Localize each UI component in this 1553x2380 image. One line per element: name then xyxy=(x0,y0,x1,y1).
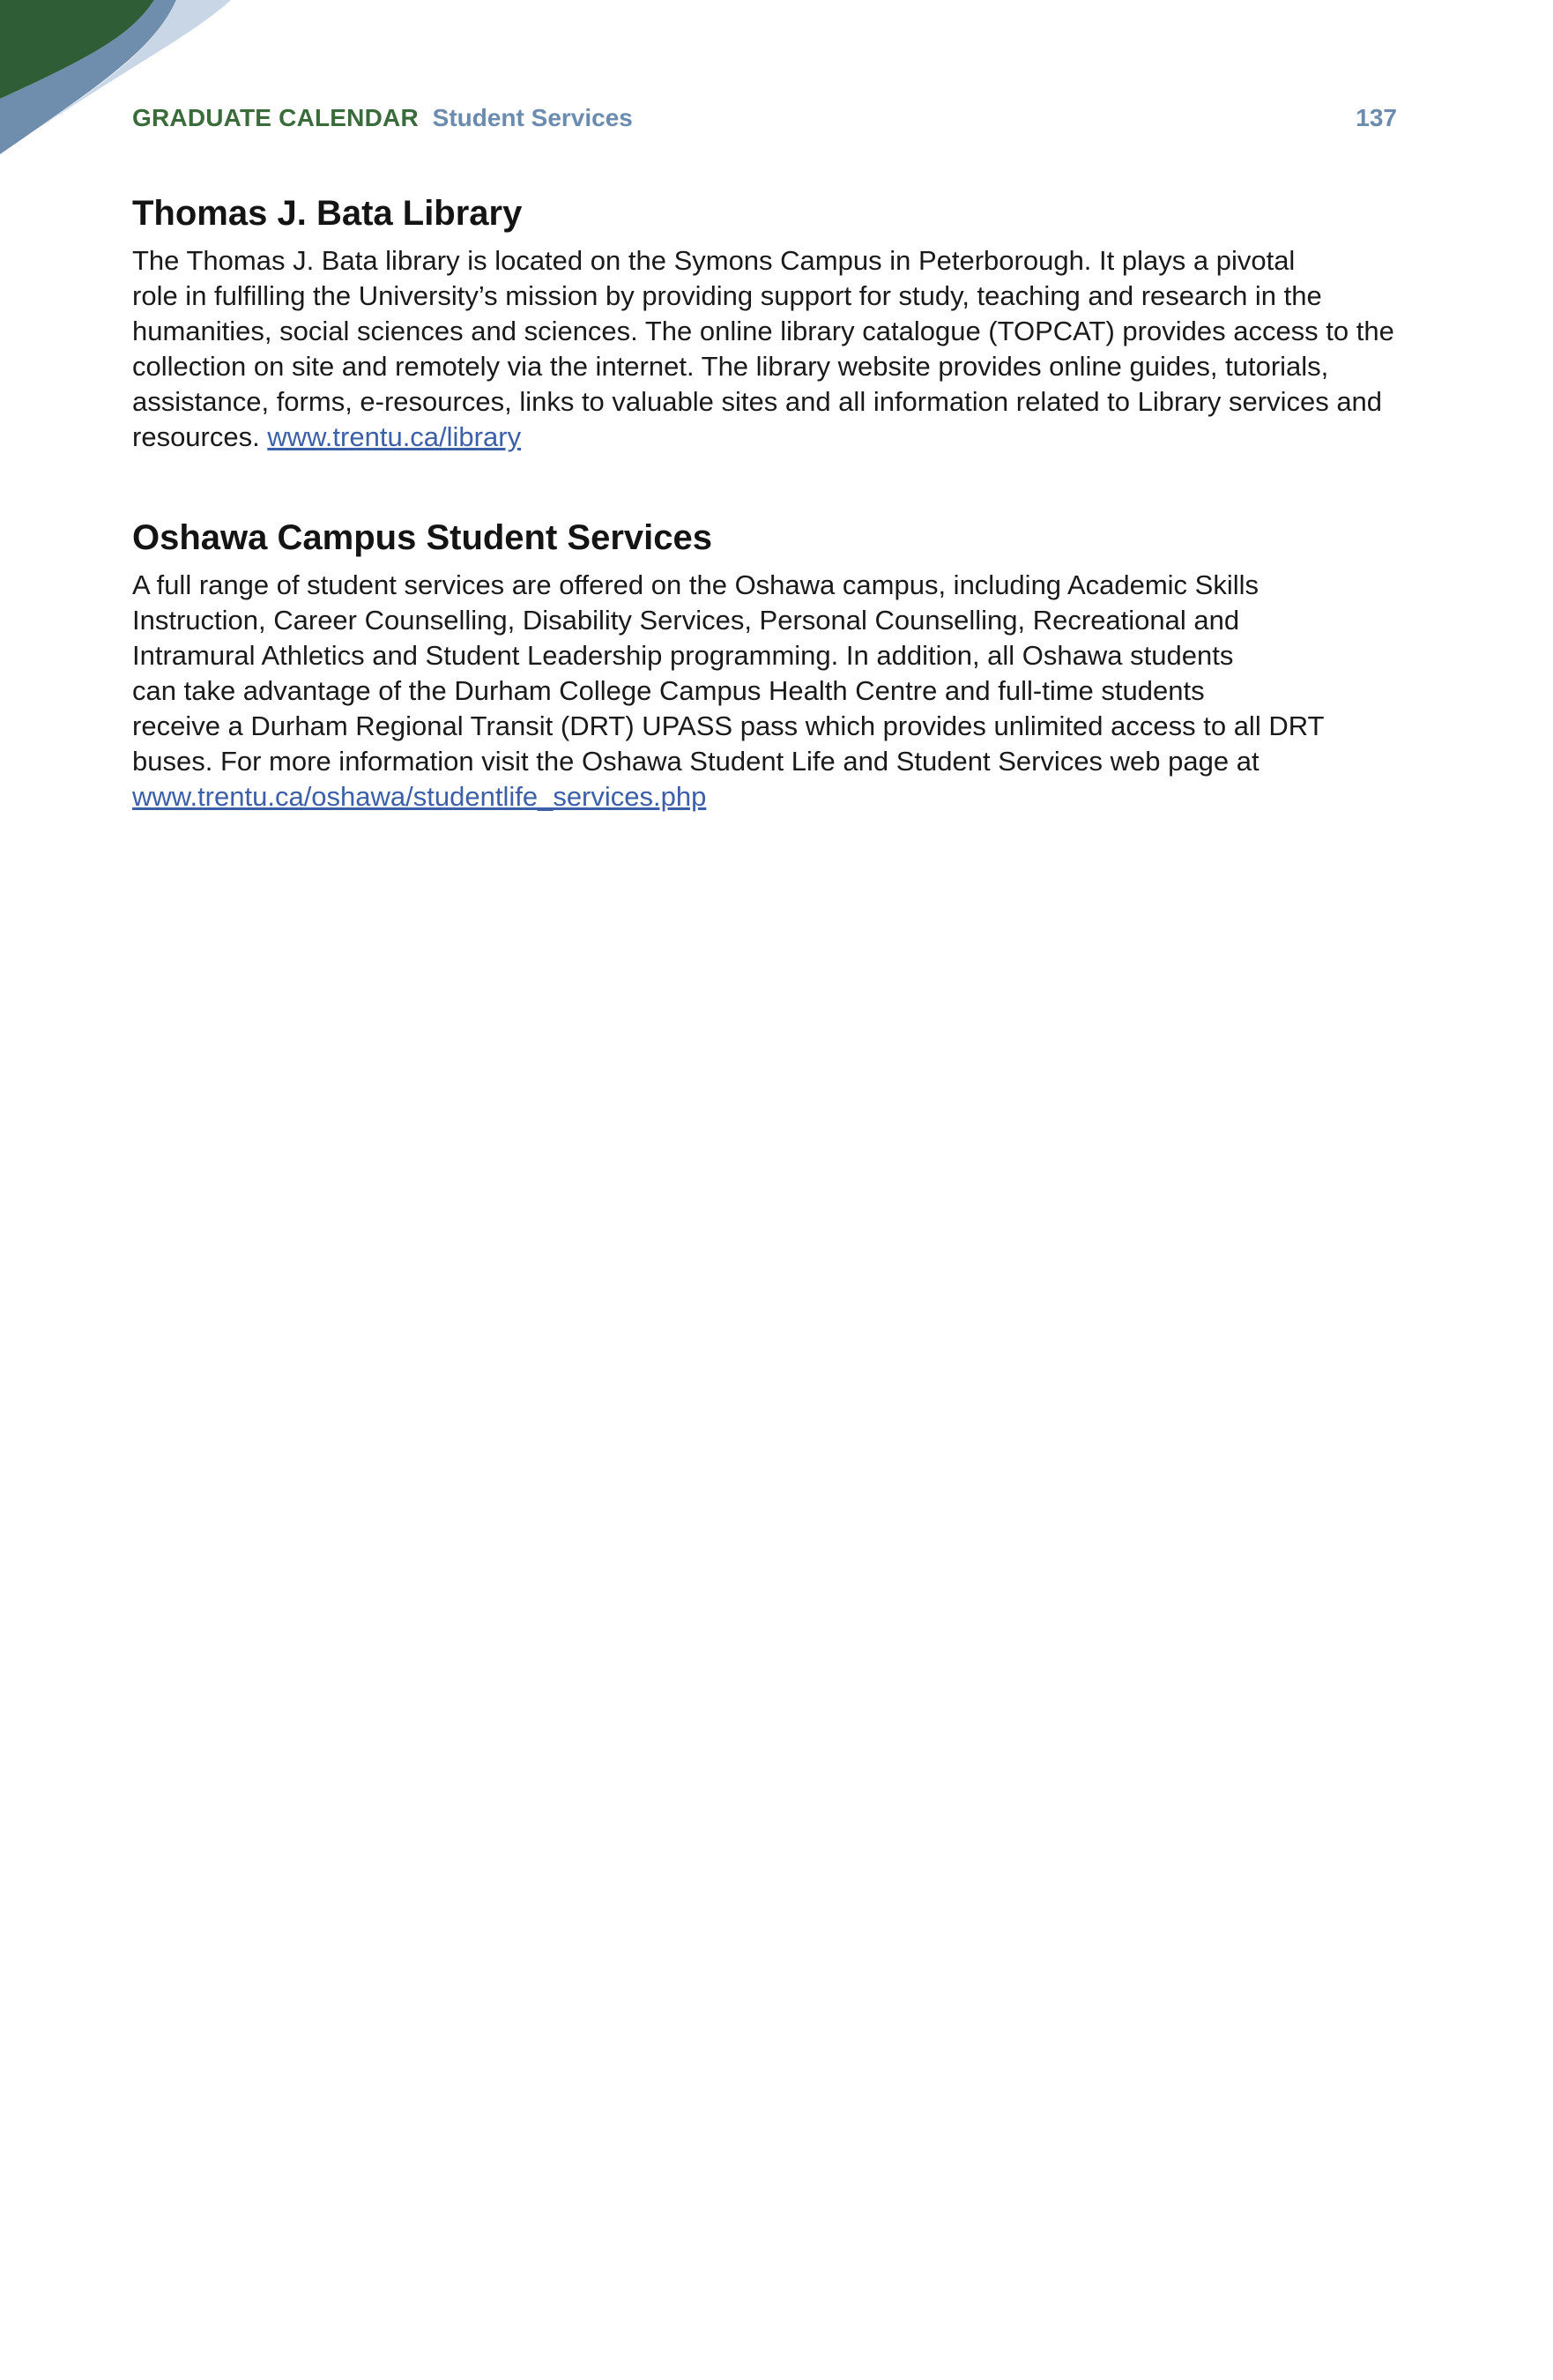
body-line: collection on site and remotely via the internet. The library website provides online guides, tutorials, xyxy=(132,351,1329,382)
body-line: A full range of student services are offered on the Oshawa campus, including Academic Skills xyxy=(132,569,1259,600)
running-header xyxy=(132,100,1397,136)
section-bata-library xyxy=(132,190,1419,455)
body-line: assistance, forms, e-resources, links to valuable sites and all information related to Library services and xyxy=(132,386,1383,417)
body-line: role in fulfilling the University’s mission by providing support for study, teaching and research in the xyxy=(132,280,1322,311)
body-line: The Thomas J. Bata library is located on the Symons Campus in Peterborough. It plays a pivotal xyxy=(132,245,1296,276)
body-line: resources. xyxy=(132,421,260,452)
page-number: 137 xyxy=(1356,104,1397,131)
header-calendar-label: GRADUATE CALENDAR xyxy=(132,104,419,131)
section-body xyxy=(132,243,1419,455)
body-line: receive a Durham Regional Transit (DRT) UPASS pass which provides unlimited access to all DRT xyxy=(132,710,1325,741)
section-oshawa-student-services xyxy=(132,515,1419,814)
body-line: Instruction, Career Counselling, Disability Services, Personal Counselling, Recreational and xyxy=(132,605,1240,636)
header-section-label: Student Services xyxy=(432,104,633,131)
section-body xyxy=(132,568,1419,814)
body-line: Intramural Athletics and Student Leadership programming. In addition, all Oshawa students xyxy=(132,640,1234,671)
library-website-link[interactable]: www.trentu.ca/library xyxy=(267,421,522,452)
body-line: can take advantage of the Durham College Campus Health Centre and full-time students xyxy=(132,675,1205,706)
section-heading: Thomas J. Bata Library xyxy=(132,194,523,233)
body-line: buses. For more information visit the Oshawa Student Life and Student Services web page at xyxy=(132,746,1259,777)
oshawa-services-link[interactable]: www.trentu.ca/oshawa/studentlife_services.php xyxy=(132,781,707,812)
body-line: humanities, social sciences and sciences. The online library catalogue (TOPCAT) provides access to the xyxy=(132,316,1394,346)
section-heading: Oshawa Campus Student Services xyxy=(132,518,713,557)
